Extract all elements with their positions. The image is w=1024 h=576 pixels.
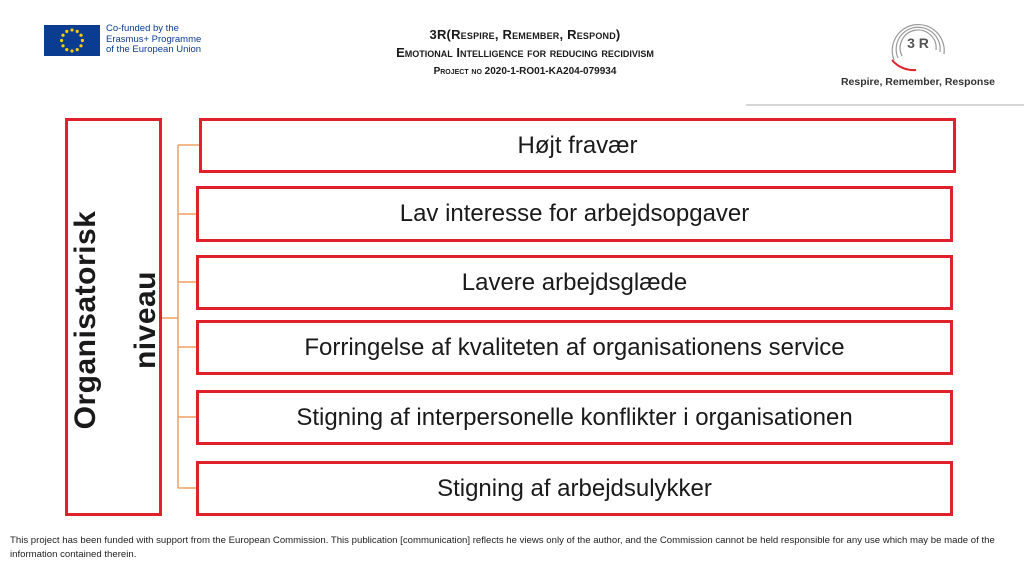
header-divider xyxy=(746,104,1024,106)
category-label xyxy=(56,121,176,519)
category-label-line-2: niveau xyxy=(129,270,162,370)
category-box xyxy=(65,118,162,516)
item-box-2: Lav interesse for arbejdsopgaver xyxy=(196,186,953,242)
item-box-5: Stigning af interpersonelle konflikter i organisationen xyxy=(196,390,953,445)
eu-logo-line-1: Co-funded by the xyxy=(106,23,179,35)
item-box-1: Højt fravær xyxy=(199,118,956,173)
logo-3r-caption: Respire, Remember, Response xyxy=(840,76,996,88)
eu-logo-text xyxy=(106,24,201,56)
logo-3r xyxy=(832,14,1004,94)
category-label-line-1: Organisatorisk xyxy=(69,210,102,430)
logo-3r-mark: 3 R xyxy=(907,35,929,51)
eu-flag-icon xyxy=(44,25,100,56)
footer-disclaimer: This project has been funded with support from the European Commission. This publication [communication] reflects he views only of the author, and the Commission cannot be held responsible for any use which may be made of the information contained therein. xyxy=(10,535,995,560)
item-box-4: Forringelse af kvaliteten af organisationens service xyxy=(196,320,953,375)
logo-3r-icon xyxy=(832,14,1004,74)
project-title: 3R(Respire, Remember, Respond) xyxy=(429,27,621,42)
eu-logo-line-2: Erasmus+ Programme xyxy=(106,33,202,45)
project-title-block xyxy=(300,26,750,80)
eu-logo-line-3: of the European Union xyxy=(106,44,202,56)
project-number: Project no 2020-1-RO01-KA204-079934 xyxy=(433,66,617,77)
item-box-6: Stigning af arbejdsulykker xyxy=(196,461,953,516)
project-subtitle: Emotional Intelligence for reducing recidivism xyxy=(396,45,654,60)
eu-erasmus-logo xyxy=(44,24,224,56)
item-box-3: Lavere arbejdsglæde xyxy=(196,255,953,310)
